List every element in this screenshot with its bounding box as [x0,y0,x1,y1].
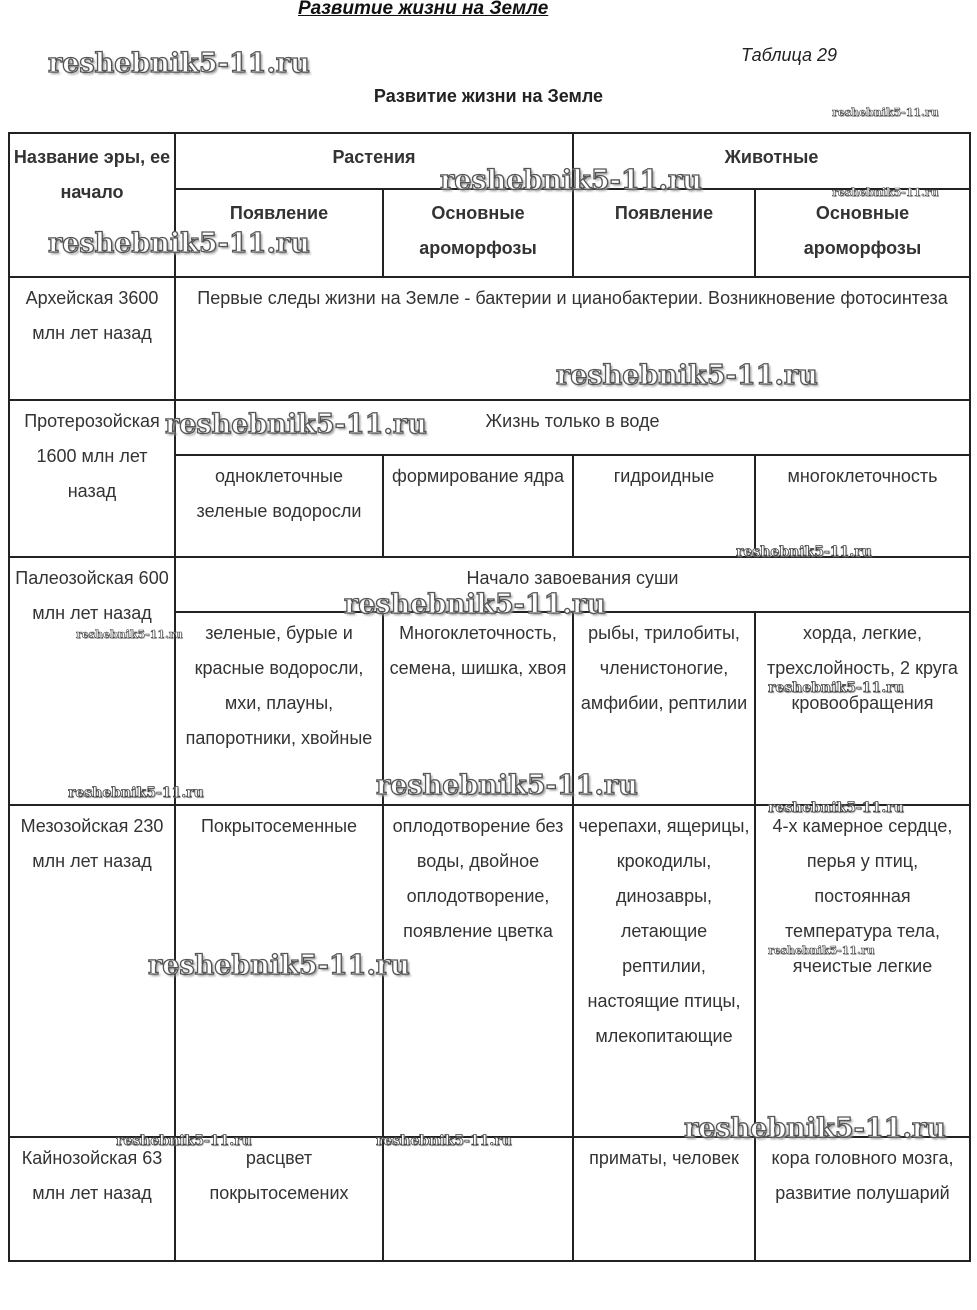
animals-aromorphoses-cenozoic: кора головного мозга, развитие полушарий [755,1137,970,1261]
watermark: reshebnik5-11.ru [48,228,310,259]
header-plants-aromorphoses: Основные ароморфозы [383,189,573,277]
era-cell-proterozoic: Протерозойская 1600 млн лет назад [9,400,175,557]
table-row [9,1137,970,1261]
plants-appearance-proterozoic: одноклеточные зеленые водоросли [175,455,383,557]
header-animals-appearance: Появление [573,189,755,277]
life-development-table [8,132,971,1262]
watermark: reshebnik5-11.ru [76,628,183,641]
watermark: reshebnik5-11.ru [832,186,939,199]
animals-appearance-cenozoic: приматы, человек [573,1137,755,1261]
header-animals-cell: Животные [573,133,970,189]
watermark: reshebnik5-11.ru [376,1133,512,1149]
span-cell-proterozoic: Жизнь только в воде [175,400,970,455]
watermark: reshebnik5-11.ru [736,544,872,560]
watermark: reshebnik5-11.ru [148,950,410,981]
plants-aromorphoses-paleozoic: Многоклеточность, семена, шишка, хвоя [383,612,573,805]
watermark: reshebnik5-11.ru [376,770,638,801]
animals-aromorphoses-paleozoic: хорда, легкие, трехслойность, 2 круга кровообращения [755,612,970,805]
plants-appearance-paleozoic: зеленые, бурые и красные водоросли, мхи, плауны, папоротники, хвойные [175,612,383,805]
header-plants-cell: Растения [175,133,573,189]
era-cell-paleozoic: Палеозойская 600 млн лет назад [9,557,175,805]
plants-appearance-cenozoic: расцвет покрытосемених [175,1137,383,1261]
watermark: reshebnik5-11.ru [116,1133,252,1149]
span-cell-archean: Первые следы жизни на Земле - бактерии и цианобактерии. Возникновение фотосинтеза [175,277,970,400]
era-cell-cenozoic: Кайнозойская 63 млн лет назад [9,1137,175,1261]
header-era-cell: Название эры, ее начало [9,133,175,277]
table-row [9,277,970,400]
watermark: reshebnik5-11.ru [48,48,310,79]
table-number: Таблица 29 [741,45,838,65]
watermark: reshebnik5-11.ru [768,800,904,816]
watermark: reshebnik5-11.ru [68,785,204,801]
watermark: reshebnik5-11.ru [344,589,606,620]
animals-appearance-proterozoic: гидроидные [573,455,755,557]
header-plants-appearance: Появление [175,189,383,277]
span-cell-paleozoic: Начало завоевания суши [175,557,970,612]
watermark: reshebnik5-11.ru [684,1113,946,1144]
animals-aromorphoses-proterozoic: многоклеточность [755,455,970,557]
plants-aromorphoses-cenozoic [383,1137,573,1261]
animals-appearance-paleozoic: рыбы, трилобиты, членистоногие, амфибии, рептилии [573,612,755,805]
animals-appearance-mesozoic: черепахи, ящерицы, крокодилы, динозавры, летающие рептилии, настоящие птицы, млекопитающие [573,805,755,1137]
header-animals-aromorphoses: Основные ароморфозы [755,189,970,277]
watermark: reshebnik5-11.ru [768,944,875,957]
plants-appearance-mesozoic: Покрытосеменные [175,805,383,1137]
watermark: reshebnik5-11.ru [165,409,427,440]
animals-aromorphoses-mesozoic: 4-х камерное сердце, перья у птиц, постоянная температура тела, ячеистые легкие [755,805,970,1137]
page-top-title: Развитие жизни на Земле [298,0,549,19]
era-cell-archean: Архейская 3600 млн лет назад [9,277,175,400]
watermark: reshebnik5-11.ru [768,680,904,696]
plants-aromorphoses-proterozoic: формирование ядра [383,455,573,557]
watermark: reshebnik5-11.ru [556,360,818,391]
era-cell-mesozoic: Мезозойская 230 млн лет назад [9,805,175,1137]
table-title: Развитие жизни на Земле [373,86,604,106]
plants-aromorphoses-mesozoic: оплодотворение без воды, двойное оплодотворение, появление цветка [383,805,573,1137]
watermark: reshebnik5-11.ru [440,165,702,196]
table-row [9,400,970,455]
watermark: reshebnik5-11.ru [832,106,939,119]
